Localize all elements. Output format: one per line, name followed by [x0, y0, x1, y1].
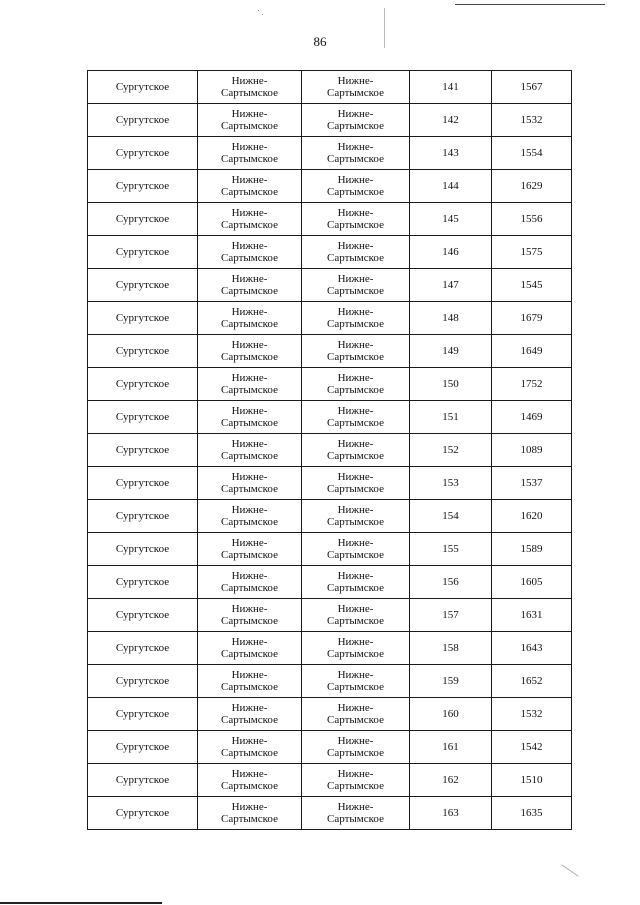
value-cell: 1620: [492, 500, 572, 533]
table-body: [88, 71, 572, 830]
field-cell: Нижне- Сартымское: [198, 764, 302, 797]
number-cell: 154: [410, 500, 492, 533]
number-cell: 146: [410, 236, 492, 269]
value-cell: 1629: [492, 170, 572, 203]
field-cell: Нижне- Сартымское: [198, 599, 302, 632]
region-cell: Сургутское: [88, 236, 198, 269]
value-cell: 1545: [492, 269, 572, 302]
table-row: [88, 203, 572, 236]
deposit-cell: Нижне- Сартымское: [302, 665, 410, 698]
region-cell: Сургутское: [88, 764, 198, 797]
number-cell: 143: [410, 137, 492, 170]
deposit-cell: Нижне- Сартымское: [302, 566, 410, 599]
region-cell: Сургутское: [88, 203, 198, 236]
number-cell: 148: [410, 302, 492, 335]
number-cell: 157: [410, 599, 492, 632]
scan-speck: [262, 14, 263, 15]
table-row: [88, 434, 572, 467]
region-cell: Сургутское: [88, 698, 198, 731]
number-cell: 142: [410, 104, 492, 137]
top-edge-rule: [455, 4, 605, 5]
table-row: [88, 236, 572, 269]
number-cell: 159: [410, 665, 492, 698]
data-table: [87, 70, 572, 830]
deposit-cell: Нижне- Сартымское: [302, 533, 410, 566]
scan-artifact-line: [562, 864, 579, 876]
bottom-edge-rule: [0, 902, 162, 904]
value-cell: 1556: [492, 203, 572, 236]
value-cell: 1567: [492, 71, 572, 104]
table-row: [88, 500, 572, 533]
scan-artifact: [330, 6, 370, 16]
value-cell: 1532: [492, 104, 572, 137]
deposit-cell: Нижне- Сартымское: [302, 467, 410, 500]
deposit-cell: Нижне- Сартымское: [302, 203, 410, 236]
region-cell: Сургутское: [88, 137, 198, 170]
region-cell: Сургутское: [88, 500, 198, 533]
deposit-cell: Нижне- Сартымское: [302, 401, 410, 434]
region-cell: Сургутское: [88, 269, 198, 302]
region-cell: Сургутское: [88, 302, 198, 335]
table-row: [88, 104, 572, 137]
deposit-cell: Нижне- Сартымское: [302, 434, 410, 467]
deposit-cell: Нижне- Сартымское: [302, 500, 410, 533]
value-cell: 1652: [492, 665, 572, 698]
table-row: [88, 269, 572, 302]
field-cell: Нижне- Сартымское: [198, 665, 302, 698]
table-row: [88, 302, 572, 335]
field-cell: Нижне- Сартымское: [198, 731, 302, 764]
value-cell: 1679: [492, 302, 572, 335]
table-row: [88, 71, 572, 104]
number-cell: 158: [410, 632, 492, 665]
number-cell: 153: [410, 467, 492, 500]
value-cell: 1554: [492, 137, 572, 170]
deposit-cell: Нижне- Сартымское: [302, 368, 410, 401]
deposit-cell: Нижне- Сартымское: [302, 269, 410, 302]
number-cell: 149: [410, 335, 492, 368]
table-row: [88, 731, 572, 764]
field-cell: Нижне- Сартымское: [198, 137, 302, 170]
number-cell: 152: [410, 434, 492, 467]
region-cell: Сургутское: [88, 797, 198, 830]
deposit-cell: Нижне- Сартымское: [302, 632, 410, 665]
number-cell: 145: [410, 203, 492, 236]
region-cell: Сургутское: [88, 71, 198, 104]
field-cell: Нижне- Сартымское: [198, 104, 302, 137]
field-cell: Нижне- Сартымское: [198, 533, 302, 566]
number-cell: 150: [410, 368, 492, 401]
region-cell: Сургутское: [88, 104, 198, 137]
table-row: [88, 797, 572, 830]
field-cell: Нижне- Сартымское: [198, 566, 302, 599]
table-row: [88, 170, 572, 203]
number-cell: 144: [410, 170, 492, 203]
region-cell: Сургутское: [88, 599, 198, 632]
field-cell: Нижне- Сартымское: [198, 335, 302, 368]
field-cell: Нижне- Сартымское: [198, 401, 302, 434]
number-cell: 147: [410, 269, 492, 302]
value-cell: 1089: [492, 434, 572, 467]
table-row: [88, 467, 572, 500]
deposit-cell: Нижне- Сартымское: [302, 698, 410, 731]
number-cell: 156: [410, 566, 492, 599]
table-row: [88, 599, 572, 632]
field-cell: Нижне- Сартымское: [198, 203, 302, 236]
value-cell: 1643: [492, 632, 572, 665]
region-cell: Сургутское: [88, 434, 198, 467]
region-cell: Сургутское: [88, 401, 198, 434]
number-cell: 155: [410, 533, 492, 566]
field-cell: Нижне- Сартымское: [198, 368, 302, 401]
page-number: 86: [313, 34, 327, 49]
value-cell: 1510: [492, 764, 572, 797]
deposit-cell: Нижне- Сартымское: [302, 71, 410, 104]
table-row: [88, 632, 572, 665]
region-cell: Сургутское: [88, 533, 198, 566]
deposit-cell: Нижне- Сартымское: [302, 797, 410, 830]
field-cell: Нижне- Сартымское: [198, 632, 302, 665]
value-cell: 1635: [492, 797, 572, 830]
field-cell: Нижне- Сартымское: [198, 500, 302, 533]
deposit-cell: Нижне- Сартымское: [302, 137, 410, 170]
table-row: [88, 335, 572, 368]
value-cell: 1752: [492, 368, 572, 401]
region-cell: Сургутское: [88, 170, 198, 203]
number-cell: 141: [410, 71, 492, 104]
deposit-cell: Нижне- Сартымское: [302, 170, 410, 203]
table-row: [88, 566, 572, 599]
value-cell: 1589: [492, 533, 572, 566]
number-cell: 151: [410, 401, 492, 434]
field-cell: Нижне- Сартымское: [198, 467, 302, 500]
deposit-cell: Нижне- Сартымское: [302, 335, 410, 368]
region-cell: Сургутское: [88, 335, 198, 368]
field-cell: Нижне- Сартымское: [198, 269, 302, 302]
value-cell: 1532: [492, 698, 572, 731]
field-cell: Нижне- Сартымское: [198, 797, 302, 830]
value-cell: 1469: [492, 401, 572, 434]
value-cell: 1649: [492, 335, 572, 368]
region-cell: Сургутское: [88, 566, 198, 599]
table-row: [88, 698, 572, 731]
region-cell: Сургутское: [88, 632, 198, 665]
table-row: [88, 401, 572, 434]
number-cell: 160: [410, 698, 492, 731]
table-row: [88, 665, 572, 698]
deposit-cell: Нижне- Сартымское: [302, 104, 410, 137]
deposit-cell: Нижне- Сартымское: [302, 236, 410, 269]
field-cell: Нижне- Сартымское: [198, 302, 302, 335]
table-row: [88, 368, 572, 401]
number-cell: 162: [410, 764, 492, 797]
value-cell: 1631: [492, 599, 572, 632]
deposit-cell: Нижне- Сартымское: [302, 731, 410, 764]
region-cell: Сургутское: [88, 665, 198, 698]
region-cell: Сургутское: [88, 368, 198, 401]
number-cell: 163: [410, 797, 492, 830]
table-row: [88, 137, 572, 170]
field-cell: Нижне- Сартымское: [198, 170, 302, 203]
field-cell: Нижне- Сартымское: [198, 434, 302, 467]
field-cell: Нижне- Сартымское: [198, 71, 302, 104]
value-cell: 1605: [492, 566, 572, 599]
region-cell: Сургутское: [88, 467, 198, 500]
table-row: [88, 533, 572, 566]
number-cell: 161: [410, 731, 492, 764]
value-cell: 1537: [492, 467, 572, 500]
deposit-cell: Нижне- Сартымское: [302, 764, 410, 797]
table-row: [88, 764, 572, 797]
deposit-cell: Нижне- Сартымское: [302, 599, 410, 632]
deposit-cell: Нижне- Сартымское: [302, 302, 410, 335]
region-cell: Сургутское: [88, 731, 198, 764]
value-cell: 1542: [492, 731, 572, 764]
field-cell: Нижне- Сартымское: [198, 236, 302, 269]
scan-speck: [258, 10, 259, 11]
field-cell: Нижне- Сартымское: [198, 698, 302, 731]
value-cell: 1575: [492, 236, 572, 269]
